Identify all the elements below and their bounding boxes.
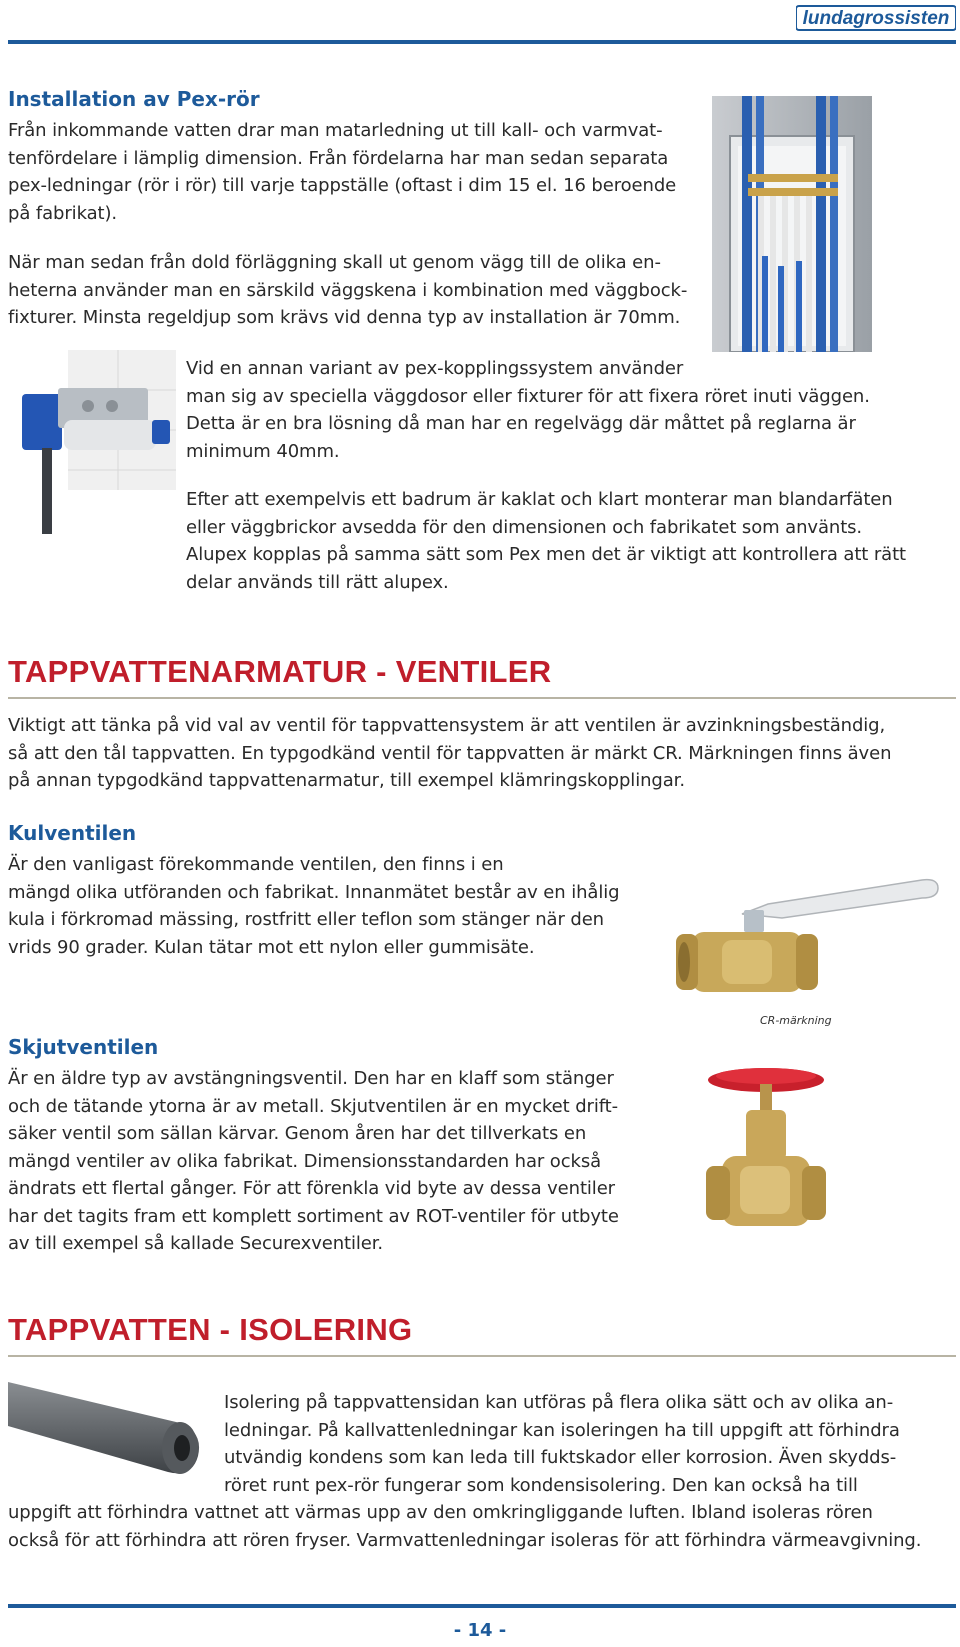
pipe-insulation-image [8,1378,204,1478]
isolering-section-rule [8,1355,956,1357]
wall-fixture-image [8,350,176,534]
skjutventil-title: Skjutventilen [8,1035,159,1059]
kulventil-text: Är den vanligast förekommande ventilen, den finns i en mängd olika utföranden och fabrikat. Innanmätet består av en ihålig kula i förkromad mässing, rostfritt eller teflon som stänger när den vrids 90 grader. Kulan tätar mot ett nylon eller gummisäte. [8,854,620,958]
pex-paragraph-2: När man sedan från dold förläggning skall ut genom vägg till de olika en- heterna använder man en särskild väggskena i kombination med väggbock- fixturer. Minsta regeldjup som krävs vid denna typ av installation är 70mm. [8,252,688,328]
footer-rule [8,1604,956,1608]
header-rule [8,40,956,44]
page-number: - 14 - [453,1620,507,1641]
lundagrossisten-logo [796,4,956,32]
ball-valve-image [672,874,944,1018]
skjutventil-text: Är en äldre typ av avstängningsventil. Den har en klaff som stänger och de tätande ytorna är av metall. Skjutventilen är en mycket drift- säker ventil som sällan kärvar. Genom åren har det tillverkats en mängd ventiler av olika fabrikat. Dimensionsstandarden har också ändrats ett flertal gånger. För att förenkla vid byte av dessa ventiler har det tagits fram ett komplett sortiment av ROT-ventiler för utbyte av till exempel så kallade Securexventiler. [8,1068,619,1254]
pex-paragraph-1: Från inkommande vatten drar man matarledning ut till kall- och varmvat- tenfördelare i lämplig dimension. Från fördelarna har man sedan separata pex-ledningar (rör i rör) till varje tappställe (oftast i dim 15 el. 16 beroende på fabrikat). [8,120,677,224]
cr-marking-caption: CR-märkning [760,1014,832,1027]
kulventil-title: Kulventilen [8,821,137,845]
armatur-section-title: TAPPVATTENARMATUR - VENTILER [8,654,552,689]
manifold-cabinet-image [712,96,872,352]
isolering-text-full: uppgift att förhindra vattnet att värmas upp av den omkringliggande luften. Ibland isoleras rören också för att förhindra att rören fryser. Varmvattenledningar isoleras för att förhindra värmeavgivning. [8,1502,922,1551]
svg-text:lundagrossisten: lundagrossisten [802,8,950,29]
pex-paragraph-4: Efter att exempelvis ett badrum är kaklat och klart monterar man blandarfäten eller väggbrickor avsedda för den dimensionen och fabrikatet som använts. Alupex kopplas på samma sätt som Pex men det är viktigt att kontrollera att rätt delar används till rätt alupex. [186,489,906,593]
isolering-section-title: TAPPVATTEN - ISOLERING [8,1312,413,1347]
armatur-section-rule [8,697,956,699]
isolering-text-indented: Isolering på tappvattensidan kan utföras på flera olika sätt och av olika an- ledningar. På kallvattenledningar kan isoleringen ha till uppgift att förhindra utvändig kondens som kan leda till fuktskador eller korrosion. Även skydds- röret runt pex-rör fungerar som kondensisolering. Den kan också ha till [224,1392,900,1496]
gate-valve-image [700,1066,830,1246]
pex-section-title: Installation av Pex-rör [8,87,260,111]
armatur-intro: Viktigt att tänka på vid val av ventil för tappvattensystem är att ventilen är avzinkningsbeständig, så att den tål tappvatten. En typgodkänd ventil för tappvatten är märkt CR. Märkningen finns även på annan typgodkänd tappvattenarmatur, till exempel klämringskopplingar. [8,715,892,791]
pex-paragraph-3: Vid en annan variant av pex-kopplingssystem använder man sig av speciella väggdosor eller fixturer för att fixera röret inuti väggen. Detta är en bra lösning då man har en regelvägg där måttet på reglarna är minimum 40mm. [186,358,870,462]
